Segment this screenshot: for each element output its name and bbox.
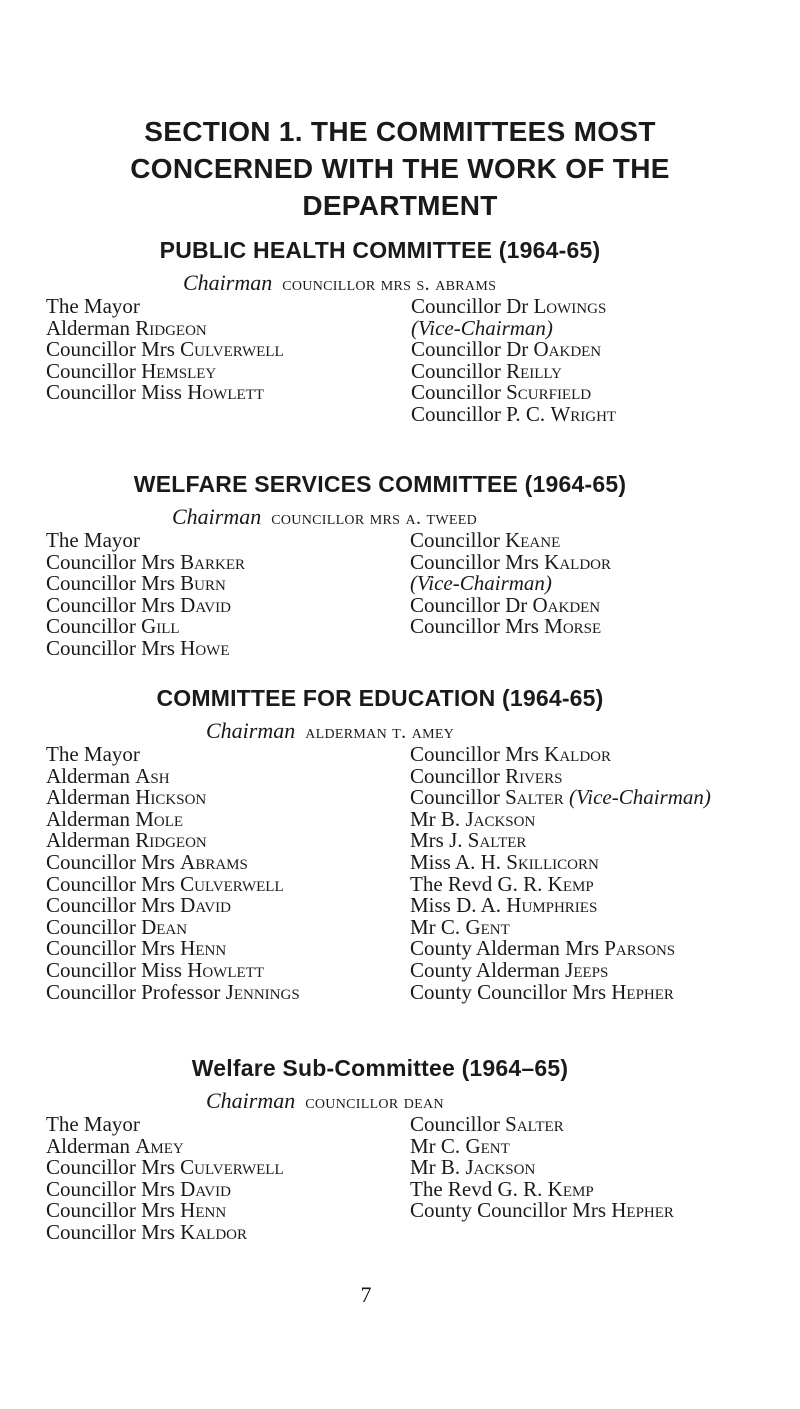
- member-entry: [46, 339, 284, 361]
- member-text: Councillor Mrs: [410, 549, 545, 574]
- chairman-name: councillor mrs s. abrams: [282, 273, 497, 295]
- member-surname: Ash: [135, 763, 170, 788]
- member-text: Councillor: [46, 914, 142, 939]
- member-entry: [46, 296, 284, 318]
- member-entry: [46, 830, 300, 852]
- member-entry: [46, 382, 284, 404]
- member-text: Councillor: [411, 380, 507, 405]
- member-text: Councillor Dr: [411, 294, 534, 318]
- member-surname: Gent: [465, 914, 510, 939]
- member-surname: Culverwell: [180, 1155, 284, 1180]
- member-surname: Barker: [180, 549, 246, 574]
- member-entry: [410, 1133, 674, 1158]
- member-text: Alderman: [46, 806, 136, 831]
- chairman-name: alderman t. amey: [305, 721, 455, 743]
- member-entry: [410, 914, 711, 939]
- member-text: Alderman: [46, 1133, 136, 1158]
- member-surname: Hickson: [135, 785, 207, 810]
- chairman-line: [206, 718, 454, 744]
- member-entry: [46, 871, 300, 896]
- member-text: The Mayor: [46, 742, 140, 766]
- member-text: Alderman: [46, 763, 136, 788]
- member-text: Councillor P. C.: [411, 401, 551, 426]
- page-number: 7: [360, 1282, 372, 1307]
- chairman-label: Chairman: [172, 504, 262, 529]
- committee-title: PUBLIC HEALTH COMMITTEE (1964-65): [159, 237, 601, 263]
- member-entry: [410, 849, 711, 874]
- member-surname: Gill: [141, 614, 180, 639]
- member-entry: [410, 592, 611, 617]
- member-surname: Oakden: [532, 592, 601, 617]
- member-surname: Rivers: [505, 763, 563, 788]
- member-text: (Vice-Chairman): [411, 315, 553, 340]
- member-entry: [46, 616, 245, 638]
- member-text: Mr B.: [410, 1155, 466, 1180]
- member-entry: [410, 763, 711, 788]
- member-entry: [410, 616, 611, 638]
- member-text: County Alderman Mrs: [410, 936, 605, 961]
- member-text: Mrs J.: [410, 828, 468, 853]
- member-text: The Mayor: [46, 1112, 140, 1136]
- member-entry: [46, 592, 245, 617]
- members-left-column: [46, 1114, 284, 1244]
- member-text: Councillor Mrs: [46, 635, 181, 660]
- members-left-column: [46, 296, 284, 404]
- member-entry: [46, 549, 246, 574]
- member-surname: Parsons: [604, 936, 676, 961]
- member-text: The Mayor: [46, 294, 140, 318]
- member-surname: Amey: [135, 1133, 184, 1158]
- member-text: Councillor Miss: [46, 957, 188, 982]
- member-text: Councillor: [410, 785, 506, 810]
- section-heading-line-1: SECTION 1. THE COMMITTEES MOST: [144, 116, 656, 147]
- member-surname: Howlett: [187, 380, 264, 405]
- member-entry: [410, 806, 711, 831]
- member-surname: Ridgeon: [135, 828, 207, 853]
- member-entry: [410, 530, 611, 552]
- member-entry: [411, 339, 616, 361]
- member-surname: Ridgeon: [135, 315, 207, 340]
- member-surname: Jennings: [225, 979, 300, 1004]
- chairman-line: [183, 270, 496, 296]
- member-entry: [46, 787, 300, 809]
- member-text: Councillor Mrs: [46, 549, 181, 574]
- committee-title: COMMITTEE FOR EDUCATION (1964-65): [156, 685, 604, 711]
- member-text: Councillor Mrs: [46, 1176, 181, 1201]
- member-text: Councillor Mrs: [46, 571, 181, 596]
- member-surname: Dean: [141, 914, 188, 939]
- member-text: Councillor Mrs: [46, 936, 181, 961]
- member-text: Councillor Mrs: [46, 871, 181, 896]
- member-entry: [411, 358, 616, 383]
- committee-title: WELFARE SERVICES COMMITTEE (1964-65): [133, 471, 627, 497]
- member-entry: [46, 979, 300, 1004]
- member-surname: Mole: [135, 806, 184, 831]
- member-entry: [46, 358, 284, 383]
- member-surname: Hepher: [611, 979, 674, 1004]
- member-surname: Salter: [505, 785, 564, 810]
- member-entry: [46, 1176, 284, 1201]
- section-heading: [60, 113, 740, 224]
- member-entry: [46, 573, 245, 595]
- member-surname: Lowings: [533, 294, 607, 318]
- member-surname: Kemp: [547, 1176, 594, 1201]
- member-entry: [410, 1176, 674, 1201]
- chairman-line: [206, 1088, 444, 1114]
- chairman-name: councillor dean: [305, 1091, 444, 1113]
- member-surname: Morse: [544, 614, 602, 639]
- member-text: Miss D. A.: [410, 893, 507, 918]
- member-entry: [410, 744, 711, 766]
- member-text: Councillor Mrs: [46, 1155, 181, 1180]
- member-entry: [410, 938, 711, 960]
- member-entry: [46, 1133, 284, 1158]
- member-surname: Oakden: [533, 337, 602, 362]
- member-text: Councillor Professor: [46, 979, 226, 1004]
- member-surname: Keane: [505, 528, 561, 552]
- chairman-label: Chairman: [206, 718, 296, 743]
- member-text: Mr C.: [410, 1133, 466, 1158]
- member-text: Councillor Mrs: [46, 1198, 181, 1223]
- section-heading-line-2: CONCERNED WITH THE WORK OF THE: [130, 153, 670, 184]
- chairman-line: [172, 504, 477, 530]
- members-left-column: [46, 530, 245, 660]
- member-text: County Alderman: [410, 957, 566, 982]
- member-entry: [411, 401, 617, 426]
- member-surname: David: [180, 592, 231, 617]
- member-entry: [410, 1114, 674, 1136]
- member-entry: [46, 957, 300, 982]
- members-right-column: [411, 296, 616, 426]
- member-text: Councillor Mrs: [410, 614, 545, 639]
- member-text: Councillor: [410, 763, 506, 788]
- member-text: The Revd G. R.: [410, 1176, 548, 1201]
- member-surname: Kaldor: [544, 742, 612, 766]
- member-entry: [410, 895, 711, 917]
- member-surname: David: [180, 893, 231, 918]
- member-surname: David: [180, 1176, 231, 1201]
- member-surname: Hemsley: [141, 358, 217, 383]
- member-surname: Culverwell: [180, 871, 284, 896]
- member-surname: Hepher: [611, 1198, 674, 1223]
- member-text: Miss A. H.: [410, 849, 507, 874]
- member-surname: Salter: [505, 1112, 564, 1136]
- member-surname: Humphries: [506, 893, 598, 918]
- members-left-column: [46, 744, 300, 1003]
- member-entry: [46, 744, 300, 766]
- members-right-column: [410, 744, 711, 1003]
- member-surname: Gent: [465, 1133, 510, 1158]
- member-entry: [46, 895, 300, 917]
- member-text: Alderman: [46, 785, 136, 810]
- member-surname: Kaldor: [544, 549, 612, 574]
- member-entry: [46, 530, 245, 552]
- chairman-label: Chairman: [206, 1088, 296, 1113]
- member-surname: Abrams: [180, 849, 248, 874]
- member-entry: [46, 1219, 284, 1244]
- member-entry: [410, 573, 611, 595]
- member-text: (Vice-Chairman): [410, 571, 552, 596]
- member-entry: [46, 315, 284, 340]
- member-text: Councillor: [46, 614, 142, 639]
- section-heading-line-3: DEPARTMENT: [302, 190, 498, 221]
- member-text: Alderman: [46, 315, 136, 340]
- member-entry: [411, 315, 616, 340]
- member-text: Mr C.: [410, 914, 466, 939]
- member-text: Councillor Dr: [411, 337, 534, 362]
- member-entry: [410, 549, 612, 574]
- chairman-label: Chairman: [183, 270, 273, 295]
- member-text: Councillor Mrs: [46, 337, 181, 362]
- member-surname: Kemp: [547, 871, 594, 896]
- member-text: County Councillor Mrs: [410, 1198, 612, 1223]
- members-right-column: [410, 530, 611, 638]
- member-text: Councillor: [410, 528, 506, 552]
- member-entry: [410, 830, 711, 852]
- member-text: The Revd G. R.: [410, 871, 548, 896]
- member-surname: Howe: [180, 635, 230, 660]
- member-surname: Scurfield: [506, 380, 592, 405]
- member-entry: [46, 914, 300, 939]
- member-entry: [46, 849, 300, 874]
- member-entry: [411, 382, 616, 404]
- committee-title: Welfare Sub-Committee (1964–65): [191, 1055, 569, 1081]
- member-entry: [410, 957, 711, 982]
- member-surname: Skillicorn: [506, 849, 599, 874]
- member-entry: [410, 1200, 674, 1222]
- member-text: Councillor Mrs: [46, 592, 181, 617]
- member-text: Councillor: [411, 358, 507, 383]
- member-text: Councillor Dr: [410, 592, 533, 617]
- member-surname: Culverwell: [180, 337, 284, 362]
- member-surname: Henn: [180, 936, 227, 961]
- member-entry: [410, 979, 711, 1004]
- member-entry: [46, 635, 245, 660]
- member-entry: [46, 1114, 284, 1136]
- member-text: Councillor: [46, 358, 142, 383]
- member-surname: Jackson: [465, 806, 536, 831]
- member-entry: [410, 1157, 674, 1179]
- member-surname: Burn: [180, 571, 226, 596]
- member-surname: Jackson: [465, 1155, 536, 1180]
- member-text: Councillor Mrs: [410, 742, 545, 766]
- member-text: Councillor Mrs: [46, 893, 181, 918]
- member-surname: Salter: [467, 828, 527, 853]
- member-surname: Jeeps: [565, 957, 609, 982]
- members-right-column: [410, 1114, 674, 1222]
- member-text: County Councillor Mrs: [410, 979, 612, 1004]
- member-surname: Wright: [550, 401, 617, 426]
- member-text: Councillor Miss: [46, 380, 188, 405]
- member-entry: [46, 806, 300, 831]
- member-entry: [410, 787, 711, 809]
- member-surname: Kaldor: [180, 1219, 248, 1244]
- member-surname: Reilly: [506, 358, 562, 383]
- member-role: (Vice-Chairman): [563, 785, 711, 810]
- chairman-name: councillor mrs a. tweed: [271, 507, 478, 529]
- member-entry: [411, 296, 616, 318]
- member-text: Councillor Mrs: [46, 849, 181, 874]
- member-entry: [46, 938, 300, 960]
- member-surname: Howlett: [187, 957, 264, 982]
- member-text: The Mayor: [46, 528, 140, 552]
- member-entry: [46, 763, 300, 788]
- member-text: Alderman: [46, 828, 136, 853]
- member-entry: [410, 871, 711, 896]
- member-text: Councillor: [410, 1112, 506, 1136]
- member-surname: Henn: [180, 1198, 227, 1223]
- member-text: Mr B.: [410, 806, 466, 831]
- member-text: Councillor Mrs: [46, 1219, 181, 1244]
- member-entry: [46, 1200, 284, 1222]
- member-entry: [46, 1157, 284, 1179]
